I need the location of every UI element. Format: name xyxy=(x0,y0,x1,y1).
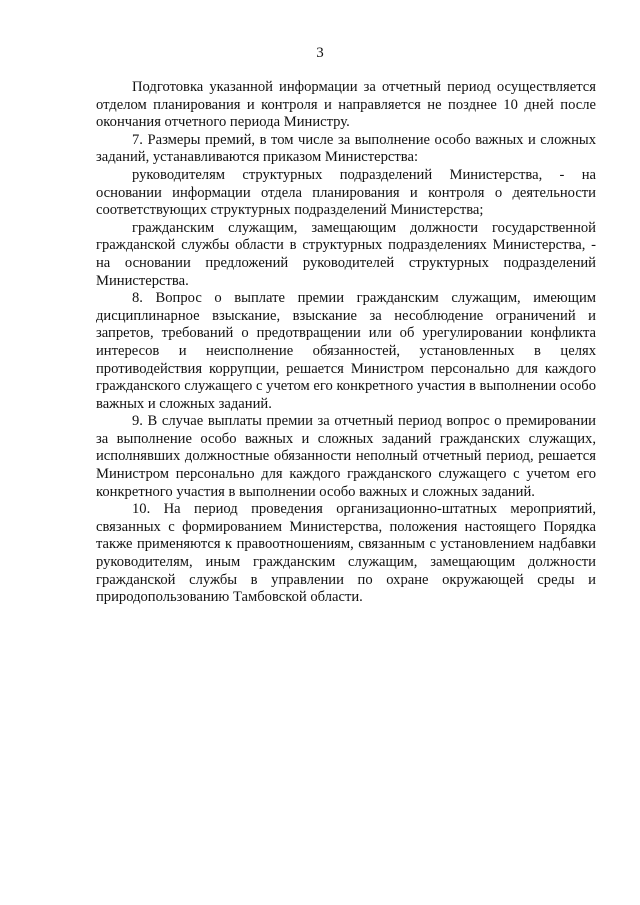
paragraph-7-bonus-amounts: 7. Размеры премий, в том числе за выполнение особо важных и сложных заданий, устанавливаются приказом Министерства: xyxy=(96,131,596,166)
paragraph-7-civil-servants: гражданским служащим, замещающим должности государственной гражданской службы области в структурных подразделениях Министерства, - на основании предложений руководителей структурных подразделений Министерства. xyxy=(96,219,596,289)
paragraph-8-disciplinary: 8. Вопрос о выплате премии гражданским служащим, имеющим дисциплинарное взыскание, взыскание за несоблюдение ограничений и запретов, требований о предотвращении или об урегулировании конфликта интересов и неисполнение обязанностей, установленных в целях противодействия коррупции, решается Министром персонально для каждого гражданского служащего с учетом его конкретного участия в выполнении особо важных и сложных заданий. xyxy=(96,290,596,412)
paragraph-10-reorganization: 10. На период проведения организационно-штатных мероприятий, связанных с формированием Министерства, положения настоящего Порядка также применяются к правоотношениям, связанным с установлением надбавки руководителям, иным гражданским служащим, замещающим должности гражданской службы в управлении по охране окружающей среды и природопользованию Тамбовской области. xyxy=(96,501,596,606)
paragraph-7-unit-heads: руководителям структурных подразделений Министерства, - на основании информации отдела планирования и контроля о деятельности соответствующих структурных подразделений Министерства; xyxy=(96,166,596,219)
paragraph-9-partial-period: 9. В случае выплаты премии за отчетный период вопрос о премировании за выполнение особо важных и сложных заданий гражданских служащих, исполнявших должностные обязанности неполный отчетный период, решается Министром персонально для каждого гражданского служащего с учетом его конкретного участия в выполнении особо важных и сложных заданий. xyxy=(96,413,596,500)
page-number: 3 xyxy=(316,45,324,61)
paragraph-report-preparation: Подготовка указанной информации за отчетный период осуществляется отделом планирования и контроля и направляется не позднее 10 дней после окончания отчетного периода Министру. xyxy=(96,79,596,131)
document-body xyxy=(96,79,596,607)
